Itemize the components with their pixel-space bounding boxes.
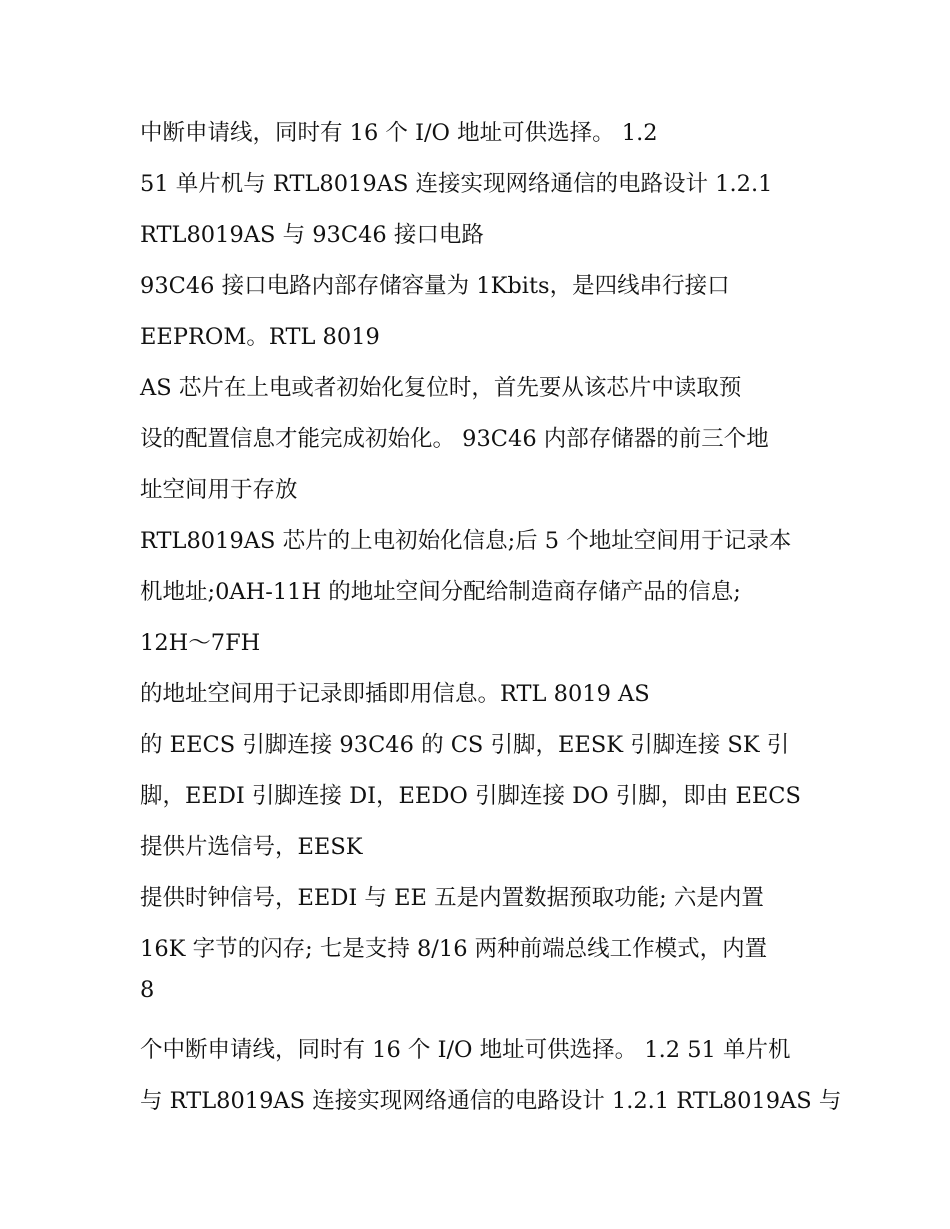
text-line: RTL8019AS 芯片的上电初始化信息;后 5 个地址空间用于记录本 [140,528,792,554]
text-line: 与 RTL8019AS 连接实现网络通信的电路设计 1.2.1 RTL8019AS 与 [140,1088,842,1114]
text-line: 51 单片机与 RTL8019AS 连接实现网络通信的电路设计 1.2.1 [140,171,773,197]
text-line: 个中断申请线，同时有 16 个 I/O 地址可供选择。 1.2 51 单片机 [140,1037,791,1063]
text-line: 提供时钟信号，EEDI 与 EE 五是内置数据预取功能; 六是内置 [140,885,764,911]
text-line: 提供片选信号，EESK [140,834,363,860]
text-line: EEPROM。RTL 8019 [140,324,380,350]
text-line: 的地址空间用于记录即插即用信息。RTL 8019 AS [140,681,650,707]
text-line: 机地址;0AH-11H 的地址空间分配给制造商存储产品的信息; [140,579,741,605]
text-line: 16K 字节的闪存; 七是支持 8/16 两种前端总线工作模式，内置 [140,936,768,962]
text-line: 93C46 接口电路内部存储容量为 1Kbits，是四线串行接口 [140,273,730,299]
document-body [140,108,842,1127]
text-line: AS 芯片在上电或者初始化复位时，首先要从该芯片中读取预 [140,375,742,401]
text-line: 的 EECS 引脚连接 93C46 的 CS 引脚，EESK 引脚连接 SK 引 [140,732,790,758]
text-line: 址空间用于存放 [140,477,298,503]
text-line: 脚，EEDI 引脚连接 DI，EEDO 引脚连接 DO 引脚，即由 EECS [140,783,801,809]
text-line: 8 [140,977,155,1003]
text-line: 12H～7FH [140,630,261,656]
text-line: 设的配置信息才能完成初始化。 93C46 内部存储器的前三个地 [140,426,769,452]
text-line: 中断申请线，同时有 16 个 I/O 地址可供选择。 1.2 [140,120,658,146]
text-line: RTL8019AS 与 93C46 接口电路 [140,222,484,248]
